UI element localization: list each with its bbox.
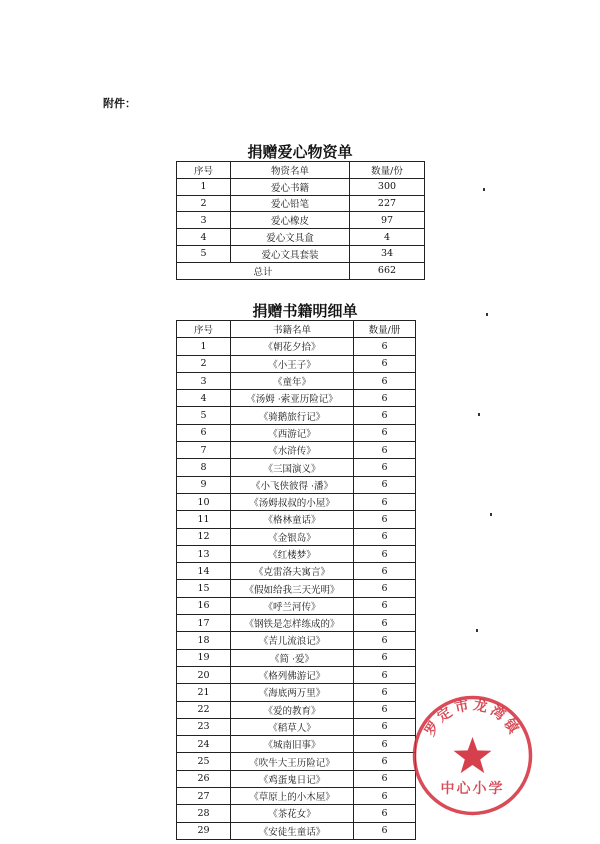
table-row bbox=[177, 563, 416, 580]
item-quantity: 4 bbox=[350, 229, 425, 246]
item-quantity: 6 bbox=[354, 580, 416, 597]
table-row bbox=[177, 407, 416, 424]
item-quantity: 6 bbox=[354, 493, 416, 510]
table-row bbox=[177, 372, 416, 389]
table-row bbox=[177, 684, 416, 701]
item-quantity: 6 bbox=[354, 545, 416, 562]
item-name: 《三国演义》 bbox=[231, 459, 354, 476]
row-number: 1 bbox=[177, 178, 231, 195]
item-quantity: 6 bbox=[354, 718, 416, 735]
scan-mark bbox=[476, 629, 478, 632]
row-number: 11 bbox=[177, 511, 231, 528]
table2-title: 捐赠书籍明细单 bbox=[252, 302, 358, 320]
row-number: 14 bbox=[177, 563, 231, 580]
scan-mark bbox=[486, 313, 488, 316]
table-row bbox=[177, 649, 416, 666]
item-quantity: 6 bbox=[354, 563, 416, 580]
item-name: 《简 ·爱》 bbox=[231, 649, 354, 666]
row-number: 7 bbox=[177, 442, 231, 459]
table-row bbox=[177, 424, 416, 441]
item-name: 《朝花夕拾》 bbox=[231, 338, 354, 355]
item-name: 《西游记》 bbox=[231, 424, 354, 441]
row-number: 18 bbox=[177, 632, 231, 649]
svg-text:罗定市龙湾镇 bbox=[421, 696, 523, 739]
row-number: 10 bbox=[177, 493, 231, 510]
row-number: 9 bbox=[177, 476, 231, 493]
row-number: 24 bbox=[177, 736, 231, 753]
item-quantity: 6 bbox=[354, 338, 416, 355]
table-row bbox=[177, 229, 425, 246]
row-number: 27 bbox=[177, 788, 231, 805]
header-cell: 数量/册 bbox=[354, 321, 416, 338]
item-name: 《骑鹅旅行记》 bbox=[231, 407, 354, 424]
item-name: 《金银岛》 bbox=[231, 528, 354, 545]
row-number: 5 bbox=[177, 245, 231, 262]
header-cell: 序号 bbox=[177, 162, 231, 179]
item-name: 《钢铁是怎样练成的》 bbox=[231, 615, 354, 632]
row-number: 1 bbox=[177, 338, 231, 355]
item-name: 爱心书籍 bbox=[231, 178, 350, 195]
row-number: 13 bbox=[177, 545, 231, 562]
item-name: 《呼兰河传》 bbox=[231, 597, 354, 614]
row-number: 8 bbox=[177, 459, 231, 476]
row-number: 12 bbox=[177, 528, 231, 545]
row-number: 22 bbox=[177, 701, 231, 718]
table-row bbox=[177, 753, 416, 770]
item-name: 《红楼梦》 bbox=[231, 545, 354, 562]
table-row bbox=[177, 597, 416, 614]
seal-arc-text: 罗定市龙湾镇 bbox=[422, 697, 523, 740]
item-quantity: 6 bbox=[354, 649, 416, 666]
header-cell: 序号 bbox=[177, 321, 231, 338]
supplies-table bbox=[176, 161, 425, 280]
table-row bbox=[177, 822, 416, 839]
item-name: 《汤姆叔叔的小屋》 bbox=[231, 493, 354, 510]
item-name: 《苦儿流浪记》 bbox=[231, 632, 354, 649]
row-number: 5 bbox=[177, 407, 231, 424]
item-name: 《假如给我三天光明》 bbox=[231, 580, 354, 597]
item-quantity: 6 bbox=[354, 632, 416, 649]
row-number: 2 bbox=[177, 195, 231, 212]
item-name: 《克雷洛夫寓言》 bbox=[231, 563, 354, 580]
item-quantity: 97 bbox=[350, 212, 425, 229]
item-quantity: 6 bbox=[354, 822, 416, 839]
item-quantity: 6 bbox=[354, 355, 416, 372]
item-name: 《爱的教育》 bbox=[231, 701, 354, 718]
row-number: 15 bbox=[177, 580, 231, 597]
item-quantity: 6 bbox=[354, 511, 416, 528]
item-name: 《鸡蛋鬼日记》 bbox=[231, 770, 354, 787]
scan-mark bbox=[483, 188, 485, 191]
row-number: 23 bbox=[177, 718, 231, 735]
total-value: 662 bbox=[350, 262, 425, 279]
item-name: 《小王子》 bbox=[231, 355, 354, 372]
item-name: 《童年》 bbox=[231, 372, 354, 389]
scan-mark bbox=[478, 413, 480, 416]
header-cell: 数量/份 bbox=[350, 162, 425, 179]
item-quantity: 6 bbox=[354, 684, 416, 701]
row-number: 26 bbox=[177, 770, 231, 787]
item-name: 《稻草人》 bbox=[231, 718, 354, 735]
item-name: 《草原上的小木屋》 bbox=[231, 788, 354, 805]
item-name: 《汤姆 ·索亚历险记》 bbox=[231, 390, 354, 407]
table-row bbox=[177, 736, 416, 753]
row-number: 3 bbox=[177, 212, 231, 229]
table-header-row bbox=[177, 321, 416, 338]
item-quantity: 6 bbox=[354, 805, 416, 822]
table1-title: 捐赠爱心物资单 bbox=[247, 143, 353, 161]
table-row bbox=[177, 788, 416, 805]
item-quantity: 6 bbox=[354, 424, 416, 441]
table-row bbox=[177, 245, 425, 262]
row-number: 25 bbox=[177, 753, 231, 770]
item-quantity: 6 bbox=[354, 770, 416, 787]
item-name: 《海底两万里》 bbox=[231, 684, 354, 701]
item-name: 《茶花女》 bbox=[231, 805, 354, 822]
table-row bbox=[177, 178, 425, 195]
total-label: 总计 bbox=[177, 262, 350, 279]
item-quantity: 6 bbox=[354, 753, 416, 770]
item-quantity: 227 bbox=[350, 195, 425, 212]
school-seal bbox=[410, 693, 535, 818]
total-row bbox=[177, 262, 425, 279]
table-row bbox=[177, 805, 416, 822]
item-quantity: 6 bbox=[354, 459, 416, 476]
item-quantity: 6 bbox=[354, 701, 416, 718]
table-row bbox=[177, 442, 416, 459]
item-quantity: 300 bbox=[350, 178, 425, 195]
table-row bbox=[177, 459, 416, 476]
table-row bbox=[177, 212, 425, 229]
seal-bottom-text: 中心小学 bbox=[440, 781, 505, 797]
item-quantity: 6 bbox=[354, 528, 416, 545]
item-quantity: 6 bbox=[354, 615, 416, 632]
item-quantity: 6 bbox=[354, 736, 416, 753]
table-header-row bbox=[177, 162, 425, 179]
row-number: 4 bbox=[177, 229, 231, 246]
table-row bbox=[177, 476, 416, 493]
item-name: 《格林童话》 bbox=[231, 511, 354, 528]
table-row bbox=[177, 718, 416, 735]
table-row bbox=[177, 615, 416, 632]
books-table bbox=[176, 320, 416, 840]
item-quantity: 6 bbox=[354, 476, 416, 493]
header-cell: 物资名单 bbox=[231, 162, 350, 179]
table-row bbox=[177, 545, 416, 562]
item-name: 《小飞侠彼得 ·潘》 bbox=[231, 476, 354, 493]
item-quantity: 6 bbox=[354, 597, 416, 614]
item-name: 爱心橡皮 bbox=[231, 212, 350, 229]
item-quantity: 34 bbox=[350, 245, 425, 262]
row-number: 28 bbox=[177, 805, 231, 822]
header-cell: 书籍名单 bbox=[231, 321, 354, 338]
row-number: 29 bbox=[177, 822, 231, 839]
row-number: 19 bbox=[177, 649, 231, 666]
table-row bbox=[177, 528, 416, 545]
table-row bbox=[177, 493, 416, 510]
table-row bbox=[177, 770, 416, 787]
table-row bbox=[177, 338, 416, 355]
row-number: 17 bbox=[177, 615, 231, 632]
table-row bbox=[177, 355, 416, 372]
row-number: 4 bbox=[177, 390, 231, 407]
item-quantity: 6 bbox=[354, 372, 416, 389]
table-row bbox=[177, 195, 425, 212]
item-name: 《安徒生童话》 bbox=[231, 822, 354, 839]
item-quantity: 6 bbox=[354, 666, 416, 683]
table-row bbox=[177, 666, 416, 683]
item-name: 爱心文具套装 bbox=[231, 245, 350, 262]
item-name: 《吹牛大王历险记》 bbox=[231, 753, 354, 770]
row-number: 3 bbox=[177, 372, 231, 389]
item-name: 《城南旧事》 bbox=[231, 736, 354, 753]
row-number: 21 bbox=[177, 684, 231, 701]
table-row bbox=[177, 580, 416, 597]
attachment-label: 附件： bbox=[103, 97, 136, 110]
table-row bbox=[177, 701, 416, 718]
scan-mark bbox=[490, 513, 492, 516]
row-number: 20 bbox=[177, 666, 231, 683]
row-number: 16 bbox=[177, 597, 231, 614]
item-name: 爱心文具盒 bbox=[231, 229, 350, 246]
item-quantity: 6 bbox=[354, 442, 416, 459]
row-number: 2 bbox=[177, 355, 231, 372]
item-quantity: 6 bbox=[354, 407, 416, 424]
item-name: 爱心铅笔 bbox=[231, 195, 350, 212]
item-name: 《格列佛游记》 bbox=[231, 666, 354, 683]
table-row bbox=[177, 632, 416, 649]
table-row bbox=[177, 390, 416, 407]
table-row bbox=[177, 511, 416, 528]
item-quantity: 6 bbox=[354, 390, 416, 407]
item-quantity: 6 bbox=[354, 788, 416, 805]
row-number: 6 bbox=[177, 424, 231, 441]
item-name: 《水浒传》 bbox=[231, 442, 354, 459]
